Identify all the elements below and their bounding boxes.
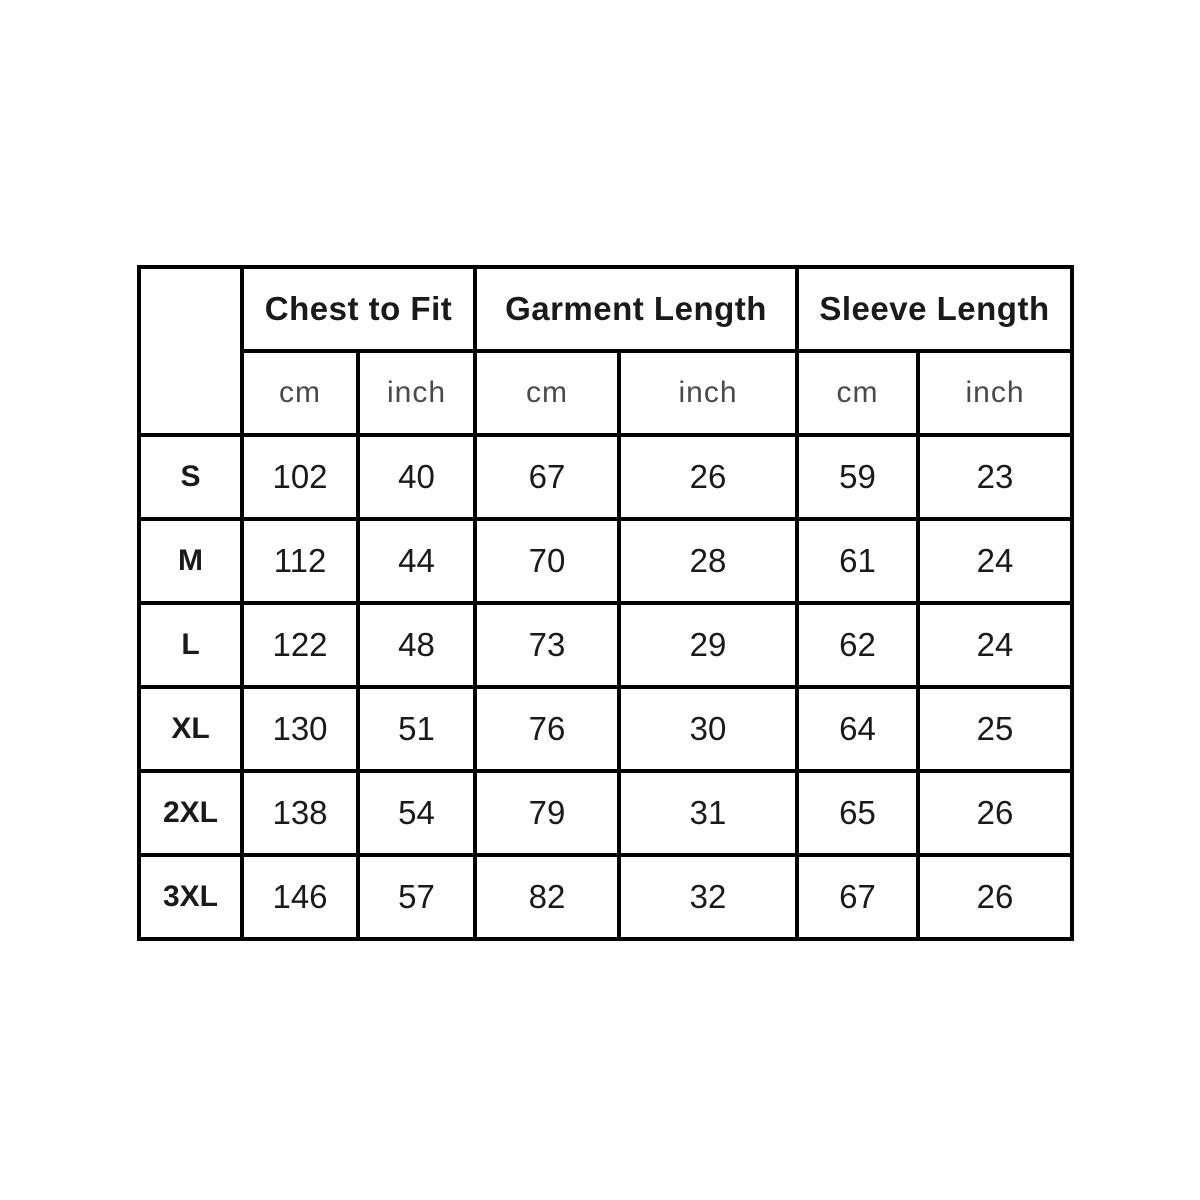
cell-xl-chest-cm: 130: [242, 687, 358, 771]
cell-m-chest-inch: 44: [358, 519, 475, 603]
column-group-garment-length: Garment Length: [475, 267, 797, 351]
cell-2xl-garment-cm: 79: [475, 771, 619, 855]
cell-2xl-sleeve-cm: 65: [797, 771, 918, 855]
cell-2xl-sleeve-inch: 26: [918, 771, 1072, 855]
unit-garment-inch: inch: [619, 351, 797, 435]
cell-2xl-garment-inch: 31: [619, 771, 797, 855]
corner-blank-cell: [139, 267, 242, 435]
table-row-size-2xl: [139, 771, 1072, 855]
size-chart: [137, 265, 1074, 941]
unit-sleeve-cm: cm: [797, 351, 918, 435]
table-row-size-l: [139, 603, 1072, 687]
cell-m-sleeve-inch: 24: [918, 519, 1072, 603]
group-header-row: [139, 267, 1072, 351]
cell-xl-sleeve-inch: 25: [918, 687, 1072, 771]
unit-header-row: [139, 351, 1072, 435]
cell-m-chest-cm: 112: [242, 519, 358, 603]
cell-s-garment-inch: 26: [619, 435, 797, 519]
size-label-m: M: [139, 519, 242, 603]
cell-l-chest-inch: 48: [358, 603, 475, 687]
cell-2xl-chest-cm: 138: [242, 771, 358, 855]
cell-l-garment-inch: 29: [619, 603, 797, 687]
cell-3xl-garment-cm: 82: [475, 855, 619, 939]
cell-3xl-sleeve-cm: 67: [797, 855, 918, 939]
column-group-sleeve-length: Sleeve Length: [797, 267, 1072, 351]
cell-xl-sleeve-cm: 64: [797, 687, 918, 771]
cell-2xl-chest-inch: 54: [358, 771, 475, 855]
size-label-3xl: 3XL: [139, 855, 242, 939]
unit-chest-cm: cm: [242, 351, 358, 435]
cell-3xl-garment-inch: 32: [619, 855, 797, 939]
size-label-s: S: [139, 435, 242, 519]
cell-s-sleeve-inch: 23: [918, 435, 1072, 519]
table-row-size-xl: [139, 687, 1072, 771]
cell-xl-chest-inch: 51: [358, 687, 475, 771]
cell-m-garment-cm: 70: [475, 519, 619, 603]
cell-l-garment-cm: 73: [475, 603, 619, 687]
cell-l-chest-cm: 122: [242, 603, 358, 687]
unit-chest-inch: inch: [358, 351, 475, 435]
cell-m-garment-inch: 28: [619, 519, 797, 603]
size-chart-table: [137, 265, 1074, 941]
cell-3xl-chest-inch: 57: [358, 855, 475, 939]
size-label-2xl: 2XL: [139, 771, 242, 855]
table-row-size-3xl: [139, 855, 1072, 939]
table-row-size-s: [139, 435, 1072, 519]
cell-xl-garment-cm: 76: [475, 687, 619, 771]
cell-s-sleeve-cm: 59: [797, 435, 918, 519]
cell-xl-garment-inch: 30: [619, 687, 797, 771]
unit-garment-cm: cm: [475, 351, 619, 435]
size-label-xl: XL: [139, 687, 242, 771]
cell-s-chest-cm: 102: [242, 435, 358, 519]
cell-l-sleeve-cm: 62: [797, 603, 918, 687]
cell-3xl-chest-cm: 146: [242, 855, 358, 939]
column-group-chest-to-fit: Chest to Fit: [242, 267, 475, 351]
unit-sleeve-inch: inch: [918, 351, 1072, 435]
size-label-l: L: [139, 603, 242, 687]
cell-m-sleeve-cm: 61: [797, 519, 918, 603]
table-row-size-m: [139, 519, 1072, 603]
cell-l-sleeve-inch: 24: [918, 603, 1072, 687]
cell-3xl-sleeve-inch: 26: [918, 855, 1072, 939]
cell-s-garment-cm: 67: [475, 435, 619, 519]
cell-s-chest-inch: 40: [358, 435, 475, 519]
